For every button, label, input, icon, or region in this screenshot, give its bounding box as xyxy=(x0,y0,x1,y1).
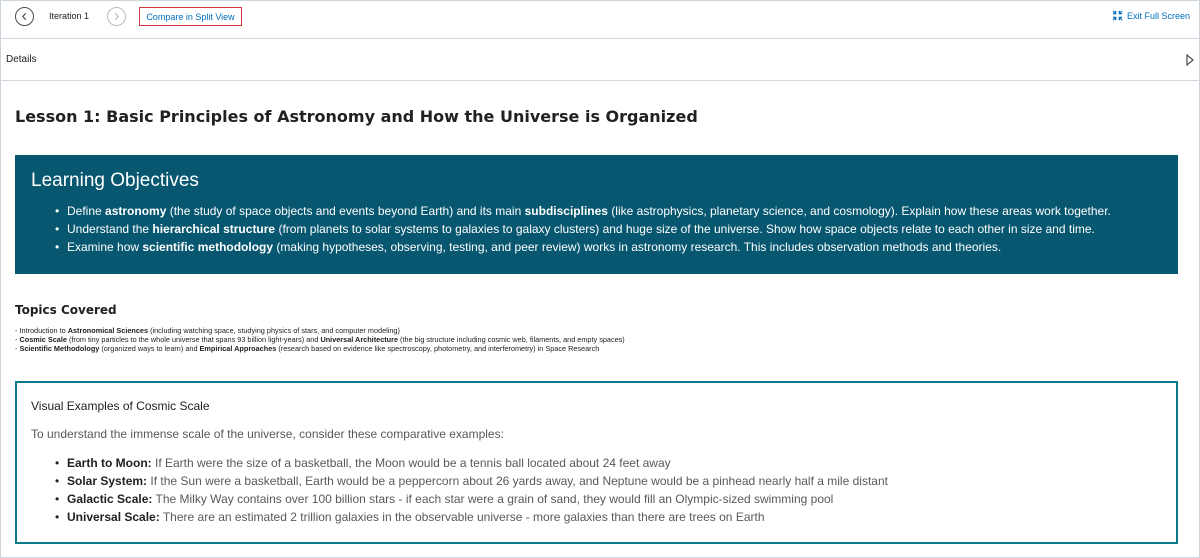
visual-examples-heading: Visual Examples of Cosmic Scale xyxy=(31,399,210,413)
lesson-title: Lesson 1: Basic Principles of Astronomy and How the Universe is Organized xyxy=(15,107,698,126)
emphasis-text: Galactic Scale: xyxy=(67,492,153,506)
visual-examples-panel xyxy=(15,381,1178,544)
emphasis-text: Solar System: xyxy=(67,474,148,488)
list-item: - Cosmic Scale (from tiny particles to the whole universe that spans 93 billion light-years) and Universal Architecture (the big structure including cosmic web, filaments, and empty spaces) xyxy=(15,335,625,344)
emphasis-text: scientific methodology xyxy=(142,240,274,254)
top-toolbar xyxy=(0,0,1200,39)
chevron-right-icon xyxy=(112,12,121,21)
previous-iteration-button[interactable] xyxy=(15,7,34,26)
emphasis-text: Empirical Approaches xyxy=(199,344,277,353)
emphasis-text: Earth to Moon: xyxy=(67,456,152,470)
emphasis-text: Universal Scale: xyxy=(67,510,160,524)
details-bar[interactable] xyxy=(0,39,1200,81)
next-iteration-button[interactable] xyxy=(107,7,126,26)
emphasis-text: Universal Architecture xyxy=(320,335,399,344)
emphasis-text: Astronomical Sciences xyxy=(67,326,149,335)
exit-fullscreen-icon xyxy=(1112,10,1123,21)
learning-objectives-panel xyxy=(15,155,1178,274)
learning-objectives-list xyxy=(31,202,1162,256)
list-item: • Define astronomy (the study of space objects and events beyond Earth) and its main subdisciplines (like astrophysics, planetary science, and cosmology). Explain how these areas work together. xyxy=(67,202,1162,220)
topics-covered-heading: Topics Covered xyxy=(15,303,117,317)
triangle-right-icon[interactable] xyxy=(1186,54,1194,66)
chevron-left-icon xyxy=(20,12,29,21)
list-item: • Universal Scale: There are an estimated 2 trillion galaxies in the observable universe - more galaxies than there are trees on Earth xyxy=(67,508,1162,526)
list-item: • Solar System: If the Sun were a basketball, Earth would be a peppercorn about 26 yards away, and Neptune would be a pinhead nearly half a mile distant xyxy=(67,472,1162,490)
compare-split-view-button[interactable]: Compare in Split View xyxy=(139,7,242,26)
emphasis-text: Scientific Methodology xyxy=(19,344,100,353)
exit-fullscreen-button[interactable] xyxy=(1112,10,1190,21)
exit-fullscreen-label: Exit Full Screen xyxy=(1126,10,1190,21)
topics-covered-list xyxy=(15,326,625,353)
emphasis-text: Cosmic Scale xyxy=(19,335,67,344)
list-item: - Scientific Methodology (organized ways to learn) and Empirical Approaches (research based on evidence like spectroscopy, photometry, and interferometry) in Space Research xyxy=(15,344,600,353)
emphasis-text: subdisciplines xyxy=(524,204,608,218)
list-item: • Examine how scientific methodology (making hypotheses, observing, testing, and peer review) works in astronomy research. This includes observation methods and theories. xyxy=(67,238,1162,256)
emphasis-text: hierarchical structure xyxy=(152,222,276,236)
visual-examples-list xyxy=(31,454,1162,526)
emphasis-text: astronomy xyxy=(105,204,167,218)
list-item: • Earth to Moon: If Earth were the size of a basketball, the Moon would be a tennis ball located about 24 feet away xyxy=(67,454,1162,472)
visual-examples-intro: To understand the immense scale of the universe, consider these comparative examples: xyxy=(31,427,504,441)
iteration-label: Iteration 1 xyxy=(49,11,90,21)
list-item: - Introduction to Astronomical Sciences (including watching space, studying physics of stars, and computer modeling) xyxy=(15,326,400,335)
list-item: • Galactic Scale: The Milky Way contains over 100 billion stars - if each star were a grain of sand, they would fill an Olympic-sized swimming pool xyxy=(67,490,1162,508)
details-label: Details xyxy=(6,54,37,65)
list-item: • Understand the hierarchical structure (from planets to solar systems to galaxies to galaxy clusters) and huge size of the universe. Show how space objects relate to each other in size and time. xyxy=(67,220,1162,238)
learning-objectives-heading: Learning Objectives xyxy=(31,170,199,191)
